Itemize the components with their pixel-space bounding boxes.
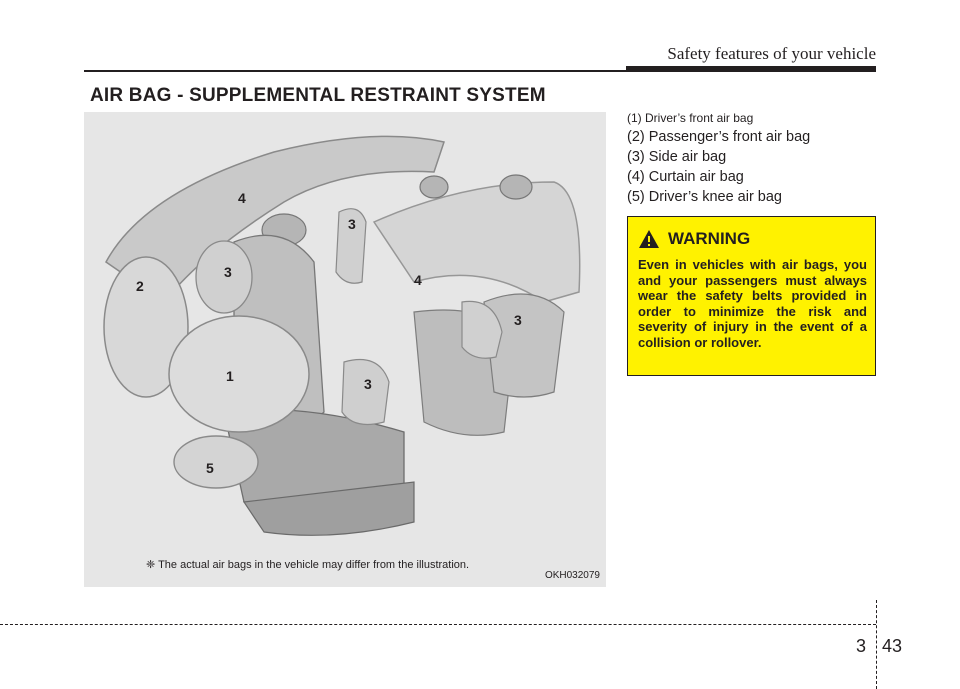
callout-label: 4 bbox=[414, 272, 422, 288]
header-rule-accent bbox=[626, 66, 876, 72]
callout-label: 4 bbox=[238, 190, 246, 206]
airbag-drawing bbox=[84, 112, 606, 587]
page-number: 43 bbox=[882, 636, 903, 656]
warning-label: WARNING bbox=[668, 229, 751, 248]
figure-code: OKH032079 bbox=[544, 570, 600, 581]
legend-item: (3) Side air bag bbox=[627, 149, 727, 165]
legend-item: (1) Driver’s front air bag bbox=[627, 111, 754, 125]
legend-item: (4) Curtain air bag bbox=[627, 169, 744, 185]
legend-item: (5) Driver’s knee air bag bbox=[627, 189, 782, 205]
legend-item: (2) Passenger’s front air bag bbox=[627, 129, 811, 145]
airbag-illustration bbox=[84, 112, 606, 587]
footer-rule bbox=[0, 624, 876, 625]
callout-label: 3 bbox=[224, 264, 232, 280]
airbag-legend bbox=[627, 110, 810, 207]
section-title: AIR BAG - SUPPLEMENTAL RESTRAINT SYSTEM bbox=[90, 85, 546, 106]
warning-triangle-icon bbox=[638, 229, 660, 249]
figure-note: ❈ The actual air bags in the vehicle may differ from the illustration. bbox=[146, 559, 470, 571]
callout-label: 5 bbox=[206, 460, 214, 476]
warning-text: Even in vehicles with air bags, you and your passengers must always wear the safety belts provided in order to minimize the risk and severity of injury in the event of a collision or rollover. bbox=[638, 257, 867, 350]
chapter-number: 3 bbox=[856, 636, 867, 656]
callout-label: 3 bbox=[514, 312, 522, 328]
running-header: Safety features of your vehicle bbox=[667, 44, 876, 63]
callout-label: 3 bbox=[364, 376, 372, 392]
callout-label: 1 bbox=[226, 368, 234, 384]
warning-header bbox=[638, 229, 750, 249]
warning-box bbox=[627, 216, 876, 376]
callout-label: 3 bbox=[348, 216, 356, 232]
page-divider bbox=[876, 600, 877, 689]
callout-label: 2 bbox=[136, 278, 144, 294]
